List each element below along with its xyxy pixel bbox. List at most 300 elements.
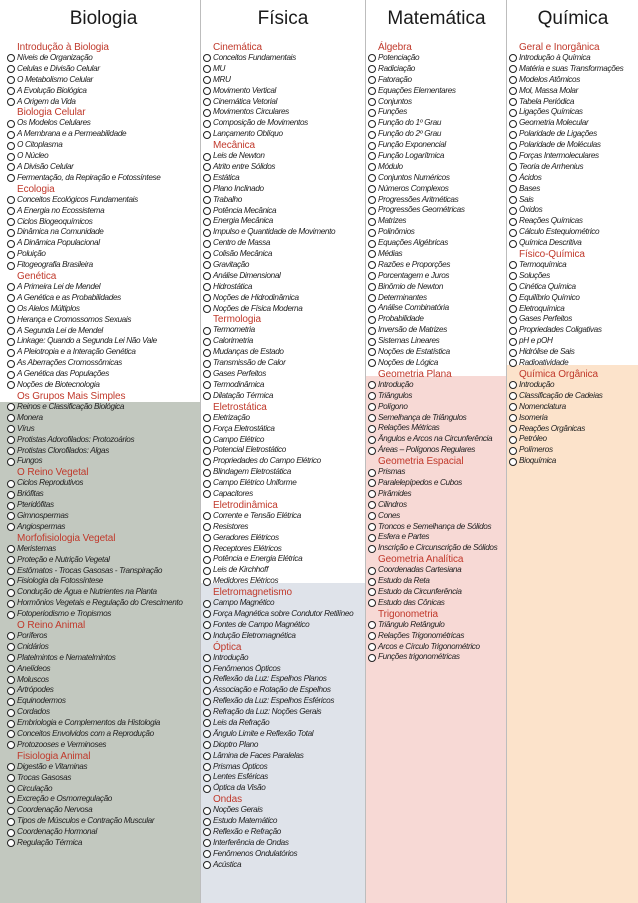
checkbox-circle-icon[interactable]	[7, 447, 15, 455]
checklist-item[interactable]	[368, 402, 505, 413]
checklist-item[interactable]	[203, 762, 363, 773]
checkbox-circle-icon[interactable]	[7, 720, 15, 728]
checkbox-circle-icon[interactable]	[7, 98, 15, 106]
checkbox-circle-icon[interactable]	[368, 98, 376, 106]
checkbox-circle-icon[interactable]	[203, 218, 211, 226]
checklist-item[interactable]	[203, 293, 363, 304]
checkbox-circle-icon[interactable]	[203, 207, 211, 215]
checklist-item[interactable]	[368, 413, 505, 424]
checkbox-circle-icon[interactable]	[368, 490, 376, 498]
checkbox-circle-icon[interactable]	[368, 261, 376, 269]
checkbox-circle-icon[interactable]	[7, 142, 15, 150]
checkbox-circle-icon[interactable]	[203, 370, 211, 378]
checkbox-circle-icon[interactable]	[203, 327, 211, 335]
checkbox-circle-icon[interactable]	[368, 534, 376, 542]
checkbox-circle-icon[interactable]	[509, 349, 517, 357]
checklist-item[interactable]	[368, 347, 505, 358]
checkbox-circle-icon[interactable]	[368, 381, 376, 389]
checklist-item[interactable]	[368, 380, 505, 391]
checkbox-circle-icon[interactable]	[368, 163, 376, 171]
checkbox-circle-icon[interactable]	[7, 698, 15, 706]
checkbox-circle-icon[interactable]	[368, 185, 376, 193]
checkbox-circle-icon[interactable]	[368, 65, 376, 73]
checklist-item[interactable]	[203, 544, 363, 555]
checklist-item[interactable]	[7, 784, 200, 795]
checkbox-circle-icon[interactable]	[203, 752, 211, 760]
checklist-item[interactable]	[7, 653, 200, 664]
checklist-item[interactable]	[203, 740, 363, 751]
checkbox-circle-icon[interactable]	[509, 185, 517, 193]
checklist-item[interactable]	[368, 53, 505, 64]
checkbox-circle-icon[interactable]	[368, 174, 376, 182]
checklist-item[interactable]	[7, 631, 200, 642]
checkbox-circle-icon[interactable]	[368, 425, 376, 433]
checkbox-circle-icon[interactable]	[203, 425, 211, 433]
checklist-item[interactable]	[509, 129, 637, 140]
checkbox-circle-icon[interactable]	[368, 501, 376, 509]
checklist-item[interactable]	[7, 206, 200, 217]
checkbox-circle-icon[interactable]	[203, 283, 211, 291]
checkbox-circle-icon[interactable]	[203, 556, 211, 564]
checkbox-circle-icon[interactable]	[368, 338, 376, 346]
checkbox-circle-icon[interactable]	[203, 839, 211, 847]
checklist-item[interactable]	[7, 838, 200, 849]
checkbox-circle-icon[interactable]	[203, 709, 211, 717]
checkbox-circle-icon[interactable]	[7, 654, 15, 662]
checklist-item[interactable]	[203, 805, 363, 816]
checklist-item[interactable]	[368, 97, 505, 108]
checklist-item[interactable]	[368, 598, 505, 609]
checklist-item[interactable]	[7, 380, 200, 391]
checkbox-circle-icon[interactable]	[368, 152, 376, 160]
checklist-item[interactable]	[509, 347, 637, 358]
checkbox-circle-icon[interactable]	[7, 251, 15, 259]
checklist-item[interactable]	[7, 566, 200, 577]
checklist-item[interactable]	[7, 358, 200, 369]
checkbox-circle-icon[interactable]	[368, 240, 376, 248]
checklist-item[interactable]	[203, 435, 363, 446]
checklist-item[interactable]	[509, 260, 637, 271]
checklist-item[interactable]	[7, 740, 200, 751]
checklist-item[interactable]	[7, 217, 200, 228]
checklist-item[interactable]	[368, 587, 505, 598]
checkbox-circle-icon[interactable]	[368, 229, 376, 237]
checkbox-circle-icon[interactable]	[203, 120, 211, 128]
checklist-item[interactable]	[509, 271, 637, 282]
checklist-item[interactable]	[7, 118, 200, 129]
checkbox-circle-icon[interactable]	[203, 818, 211, 826]
checkbox-circle-icon[interactable]	[203, 676, 211, 684]
checkbox-circle-icon[interactable]	[509, 152, 517, 160]
checklist-item[interactable]	[203, 107, 363, 118]
checklist-item[interactable]	[7, 336, 200, 347]
checkbox-circle-icon[interactable]	[368, 316, 376, 324]
checkbox-circle-icon[interactable]	[203, 741, 211, 749]
checkbox-circle-icon[interactable]	[203, 436, 211, 444]
checklist-item[interactable]	[203, 456, 363, 467]
checklist-item[interactable]	[203, 554, 363, 565]
checkbox-circle-icon[interactable]	[7, 709, 15, 717]
checkbox-circle-icon[interactable]	[368, 654, 376, 662]
checkbox-circle-icon[interactable]	[368, 621, 376, 629]
checkbox-circle-icon[interactable]	[203, 719, 211, 727]
checklist-item[interactable]	[203, 380, 363, 391]
checkbox-circle-icon[interactable]	[203, 665, 211, 673]
checklist-item[interactable]	[368, 467, 505, 478]
checklist-item[interactable]	[368, 565, 505, 576]
checkbox-circle-icon[interactable]	[368, 87, 376, 95]
checkbox-circle-icon[interactable]	[368, 403, 376, 411]
checkbox-circle-icon[interactable]	[368, 294, 376, 302]
checklist-item[interactable]	[509, 304, 637, 315]
checklist-item[interactable]	[203, 391, 363, 402]
checklist-item[interactable]	[7, 424, 200, 435]
checkbox-circle-icon[interactable]	[509, 359, 517, 367]
checklist-item[interactable]	[509, 325, 637, 336]
checklist-item[interactable]	[509, 97, 637, 108]
checkbox-circle-icon[interactable]	[203, 828, 211, 836]
checklist-item[interactable]	[509, 314, 637, 325]
checkbox-circle-icon[interactable]	[7, 153, 15, 161]
checklist-item[interactable]	[203, 533, 363, 544]
checklist-item[interactable]	[7, 718, 200, 729]
checklist-item[interactable]	[7, 456, 200, 467]
checklist-item[interactable]	[509, 413, 637, 424]
checkbox-circle-icon[interactable]	[368, 512, 376, 520]
checklist-item[interactable]	[368, 642, 505, 653]
checklist-item[interactable]	[203, 336, 363, 347]
checkbox-circle-icon[interactable]	[7, 676, 15, 684]
checklist-item[interactable]	[509, 75, 637, 86]
checklist-item[interactable]	[509, 336, 637, 347]
checklist-item[interactable]	[203, 347, 363, 358]
checklist-item[interactable]	[368, 249, 505, 260]
checkbox-circle-icon[interactable]	[7, 371, 15, 379]
checkbox-circle-icon[interactable]	[509, 425, 517, 433]
checklist-item[interactable]	[203, 849, 363, 860]
checklist-item[interactable]	[368, 107, 505, 118]
checkbox-circle-icon[interactable]	[203, 654, 211, 662]
checklist-item[interactable]	[7, 282, 200, 293]
checklist-item[interactable]	[203, 369, 363, 380]
checkbox-circle-icon[interactable]	[7, 65, 15, 73]
checklist-item[interactable]	[7, 805, 200, 816]
checkbox-circle-icon[interactable]	[509, 109, 517, 117]
checklist-item[interactable]	[368, 489, 505, 500]
checklist-item[interactable]	[203, 282, 363, 293]
checkbox-circle-icon[interactable]	[7, 174, 15, 182]
checklist-item[interactable]	[203, 620, 363, 631]
checklist-item[interactable]	[7, 729, 200, 740]
checkbox-circle-icon[interactable]	[7, 643, 15, 651]
checkbox-circle-icon[interactable]	[7, 403, 15, 411]
checkbox-circle-icon[interactable]	[7, 131, 15, 139]
checklist-item[interactable]	[7, 227, 200, 238]
checklist-item[interactable]	[203, 827, 363, 838]
checklist-item[interactable]	[368, 620, 505, 631]
checkbox-circle-icon[interactable]	[203, 360, 211, 368]
checkbox-circle-icon[interactable]	[368, 469, 376, 477]
checklist-item[interactable]	[7, 685, 200, 696]
checklist-item[interactable]	[509, 380, 637, 391]
checkbox-circle-icon[interactable]	[368, 632, 376, 640]
checklist-item[interactable]	[509, 162, 637, 173]
checklist-item[interactable]	[7, 500, 200, 511]
checklist-item[interactable]	[203, 86, 363, 97]
checkbox-circle-icon[interactable]	[7, 87, 15, 95]
checkbox-circle-icon[interactable]	[7, 294, 15, 302]
checkbox-circle-icon[interactable]	[203, 163, 211, 171]
checklist-item[interactable]	[7, 315, 200, 326]
checklist-item[interactable]	[368, 227, 505, 238]
checklist-item[interactable]	[368, 173, 505, 184]
checkbox-circle-icon[interactable]	[7, 632, 15, 640]
checklist-item[interactable]	[509, 293, 637, 304]
checklist-item[interactable]	[7, 576, 200, 587]
checkbox-circle-icon[interactable]	[368, 76, 376, 84]
checkbox-circle-icon[interactable]	[203, 523, 211, 531]
checkbox-circle-icon[interactable]	[203, 774, 211, 782]
checklist-item[interactable]	[7, 86, 200, 97]
checkbox-circle-icon[interactable]	[7, 839, 15, 847]
checklist-item[interactable]	[368, 282, 505, 293]
checkbox-circle-icon[interactable]	[7, 578, 15, 586]
checklist-item[interactable]	[203, 97, 363, 108]
checkbox-circle-icon[interactable]	[7, 491, 15, 499]
checkbox-circle-icon[interactable]	[203, 567, 211, 575]
checkbox-circle-icon[interactable]	[203, 109, 211, 117]
checklist-item[interactable]	[509, 184, 637, 195]
checkbox-circle-icon[interactable]	[7, 589, 15, 597]
checkbox-circle-icon[interactable]	[7, 425, 15, 433]
checkbox-circle-icon[interactable]	[203, 534, 211, 542]
checklist-item[interactable]	[203, 424, 363, 435]
checklist-item[interactable]	[509, 445, 637, 456]
checklist-item[interactable]	[368, 303, 505, 314]
checklist-item[interactable]	[509, 238, 637, 249]
checklist-item[interactable]	[7, 64, 200, 75]
checkbox-circle-icon[interactable]	[7, 807, 15, 815]
checklist-item[interactable]	[368, 434, 505, 445]
checkbox-circle-icon[interactable]	[368, 327, 376, 335]
checklist-item[interactable]	[7, 238, 200, 249]
checkbox-circle-icon[interactable]	[7, 741, 15, 749]
checkbox-circle-icon[interactable]	[368, 131, 376, 139]
checklist-item[interactable]	[203, 707, 363, 718]
checkbox-circle-icon[interactable]	[368, 196, 376, 204]
checkbox-circle-icon[interactable]	[203, 458, 211, 466]
checklist-item[interactable]	[7, 609, 200, 620]
checkbox-circle-icon[interactable]	[7, 381, 15, 389]
checklist-item[interactable]	[7, 326, 200, 337]
checklist-item[interactable]	[7, 402, 200, 413]
checkbox-circle-icon[interactable]	[368, 392, 376, 400]
checkbox-circle-icon[interactable]	[509, 131, 517, 139]
checkbox-circle-icon[interactable]	[509, 327, 517, 335]
checklist-item[interactable]	[368, 118, 505, 129]
checkbox-circle-icon[interactable]	[368, 54, 376, 62]
checkbox-circle-icon[interactable]	[368, 567, 376, 575]
checkbox-circle-icon[interactable]	[509, 414, 517, 422]
checkbox-circle-icon[interactable]	[509, 381, 517, 389]
checklist-item[interactable]	[509, 434, 637, 445]
checkbox-circle-icon[interactable]	[509, 458, 517, 466]
checkbox-circle-icon[interactable]	[509, 447, 517, 455]
checklist-item[interactable]	[368, 532, 505, 543]
checkbox-circle-icon[interactable]	[509, 218, 517, 226]
checkbox-circle-icon[interactable]	[7, 480, 15, 488]
checkbox-circle-icon[interactable]	[368, 479, 376, 487]
checklist-item[interactable]	[7, 696, 200, 707]
checkbox-circle-icon[interactable]	[203, 785, 211, 793]
checklist-item[interactable]	[7, 794, 200, 805]
checkbox-circle-icon[interactable]	[509, 174, 517, 182]
checkbox-circle-icon[interactable]	[203, 414, 211, 422]
checkbox-circle-icon[interactable]	[509, 120, 517, 128]
checkbox-circle-icon[interactable]	[7, 218, 15, 226]
checkbox-circle-icon[interactable]	[368, 207, 376, 215]
checkbox-circle-icon[interactable]	[203, 578, 211, 586]
checklist-item[interactable]	[203, 53, 363, 64]
checkbox-circle-icon[interactable]	[509, 316, 517, 324]
checklist-item[interactable]	[203, 260, 363, 271]
checklist-item[interactable]	[7, 642, 200, 653]
checkbox-circle-icon[interactable]	[7, 796, 15, 804]
checklist-item[interactable]	[203, 696, 363, 707]
checkbox-circle-icon[interactable]	[509, 240, 517, 248]
checklist-item[interactable]	[7, 446, 200, 457]
checklist-item[interactable]	[203, 467, 363, 478]
checklist-item[interactable]	[203, 118, 363, 129]
checkbox-circle-icon[interactable]	[509, 98, 517, 106]
checkbox-circle-icon[interactable]	[7, 436, 15, 444]
checklist-item[interactable]	[203, 162, 363, 173]
checkbox-circle-icon[interactable]	[203, 807, 211, 815]
checkbox-circle-icon[interactable]	[509, 403, 517, 411]
checklist-item[interactable]	[368, 271, 505, 282]
checkbox-circle-icon[interactable]	[7, 360, 15, 368]
checklist-item[interactable]	[509, 64, 637, 75]
checklist-item[interactable]	[368, 391, 505, 402]
checkbox-circle-icon[interactable]	[203, 512, 211, 520]
checkbox-circle-icon[interactable]	[203, 381, 211, 389]
checklist-item[interactable]	[368, 500, 505, 511]
checklist-item[interactable]	[7, 369, 200, 380]
checkbox-circle-icon[interactable]	[203, 698, 211, 706]
checkbox-circle-icon[interactable]	[203, 196, 211, 204]
checkbox-circle-icon[interactable]	[368, 643, 376, 651]
checklist-item[interactable]	[7, 435, 200, 446]
checklist-item[interactable]	[509, 151, 637, 162]
checkbox-circle-icon[interactable]	[203, 687, 211, 695]
checklist-item[interactable]	[7, 522, 200, 533]
checklist-item[interactable]	[203, 304, 363, 315]
checklist-item[interactable]	[368, 195, 505, 206]
checklist-item[interactable]	[509, 140, 637, 151]
checkbox-circle-icon[interactable]	[7, 196, 15, 204]
checkbox-circle-icon[interactable]	[368, 359, 376, 367]
checklist-item[interactable]	[203, 609, 363, 620]
checkbox-circle-icon[interactable]	[7, 818, 15, 826]
checkbox-circle-icon[interactable]	[7, 207, 15, 215]
checklist-item[interactable]	[509, 205, 637, 216]
checkbox-circle-icon[interactable]	[509, 207, 517, 215]
checklist-item[interactable]	[7, 347, 200, 358]
checkbox-circle-icon[interactable]	[203, 65, 211, 73]
checklist-item[interactable]	[7, 97, 200, 108]
checkbox-circle-icon[interactable]	[7, 163, 15, 171]
checkbox-circle-icon[interactable]	[368, 523, 376, 531]
checklist-item[interactable]	[7, 827, 200, 838]
checkbox-circle-icon[interactable]	[509, 54, 517, 62]
checklist-item[interactable]	[509, 86, 637, 97]
checklist-item[interactable]	[509, 424, 637, 435]
checkbox-circle-icon[interactable]	[203, 480, 211, 488]
checklist-item[interactable]	[368, 325, 505, 336]
checkbox-circle-icon[interactable]	[368, 447, 376, 455]
checklist-item[interactable]	[368, 293, 505, 304]
checkbox-circle-icon[interactable]	[203, 174, 211, 182]
checklist-item[interactable]	[203, 511, 363, 522]
checklist-item[interactable]	[7, 195, 200, 206]
checkbox-circle-icon[interactable]	[7, 76, 15, 84]
checkbox-circle-icon[interactable]	[203, 98, 211, 106]
checklist-item[interactable]	[203, 751, 363, 762]
checklist-item[interactable]	[7, 707, 200, 718]
checkbox-circle-icon[interactable]	[7, 414, 15, 422]
checklist-item[interactable]	[509, 282, 637, 293]
checklist-item[interactable]	[203, 522, 363, 533]
checkbox-circle-icon[interactable]	[7, 327, 15, 335]
checkbox-circle-icon[interactable]	[7, 545, 15, 553]
checkbox-circle-icon[interactable]	[203, 545, 211, 553]
checklist-item[interactable]	[7, 478, 200, 489]
checklist-item[interactable]	[7, 75, 200, 86]
checklist-item[interactable]	[203, 445, 363, 456]
checklist-item[interactable]	[7, 762, 200, 773]
checkbox-circle-icon[interactable]	[203, 305, 211, 313]
checkbox-circle-icon[interactable]	[203, 87, 211, 95]
checkbox-circle-icon[interactable]	[7, 305, 15, 313]
checkbox-circle-icon[interactable]	[368, 578, 376, 586]
checkbox-circle-icon[interactable]	[368, 436, 376, 444]
checkbox-circle-icon[interactable]	[368, 305, 376, 313]
checklist-item[interactable]	[203, 216, 363, 227]
checklist-item[interactable]	[7, 304, 200, 315]
checkbox-circle-icon[interactable]	[7, 774, 15, 782]
checkbox-circle-icon[interactable]	[7, 600, 15, 608]
checkbox-circle-icon[interactable]	[368, 218, 376, 226]
checkbox-circle-icon[interactable]	[203, 621, 211, 629]
checklist-item[interactable]	[368, 184, 505, 195]
checklist-item[interactable]	[509, 216, 637, 227]
checkbox-circle-icon[interactable]	[203, 185, 211, 193]
checkbox-circle-icon[interactable]	[203, 610, 211, 618]
checkbox-circle-icon[interactable]	[7, 349, 15, 357]
checklist-item[interactable]	[368, 511, 505, 522]
checklist-item[interactable]	[7, 664, 200, 675]
checkbox-circle-icon[interactable]	[509, 76, 517, 84]
checklist-item[interactable]	[203, 631, 363, 642]
checkbox-circle-icon[interactable]	[7, 316, 15, 324]
checklist-item[interactable]	[203, 598, 363, 609]
checkbox-circle-icon[interactable]	[7, 556, 15, 564]
checkbox-circle-icon[interactable]	[203, 229, 211, 237]
checklist-item[interactable]	[7, 511, 200, 522]
checkbox-circle-icon[interactable]	[509, 305, 517, 313]
checkbox-circle-icon[interactable]	[368, 414, 376, 422]
checkbox-circle-icon[interactable]	[203, 861, 211, 869]
